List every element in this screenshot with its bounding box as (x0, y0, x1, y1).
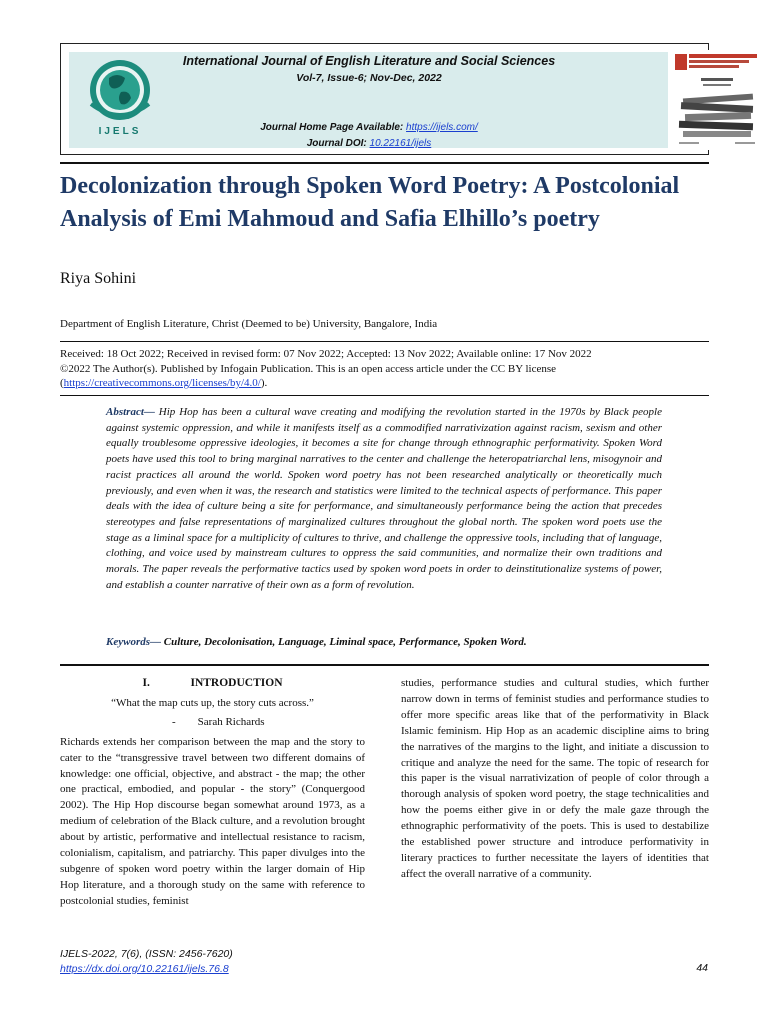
journal-home-line (169, 122, 569, 133)
license-close: ). (260, 377, 268, 389)
intro-paragraph-right: studies, performance studies and cultural studies, which further narrow down in terms of feminist studies and performance studies to offer more specific areas like that of the performativity in Black Islamic feminism. Hip Hop as an academic discipline aims to bring the narratives of the margins to the light, and initiate a discussion to critique and analyze the need for the same. The topic of research for this paper is the visual narrativization of people of color through a thorough analysis of spoken word poetry, the stage technicalities and how the poems either give in or defy the male gaze through the ethnographic performativity of the poets. This is used to destabilize the established power structure and introduce performativity in literary practices to further necessitate the layers of identities that affect the overall narrative of a community. (401, 677, 709, 880)
license-open: ( (60, 377, 64, 389)
intro-paragraph-left: Richards extends her comparison between the map and the story to cater to the “transgressive travel between two different domains of knowledge: one official, objective, and abstract - the map; the other one practical, embodied, and popular - the story” (Conquergood 2002). The Hip Hop discourse began somewhat around 1973, as a medium of celebration of the Black culture, and a revolution brought about by artistic, performative and intellectual resistance to racism, colonialism, capitalism, and patriarchy. This paper divulges into the subgenre of spoken word poetry within the larger domain of Hip Hop literature, and a thorough study on the same with reference to postcolonial studies, feminist (60, 735, 365, 907)
page-number: 44 (696, 962, 708, 974)
article-dates (60, 347, 710, 391)
abstract (106, 405, 662, 593)
left-column (60, 676, 365, 910)
right-column (401, 676, 709, 883)
keywords-label: Keywords— (106, 636, 161, 648)
journal-doi-line (169, 138, 569, 149)
home-label: Journal Home Page Available: (260, 122, 407, 133)
journal-header-banner (69, 52, 668, 148)
license-link-line (60, 376, 710, 391)
section-title: INTRODUCTION (190, 677, 283, 689)
section-heading (60, 676, 365, 692)
abstract-top-divider (60, 395, 709, 396)
abstract-bottom-divider (60, 664, 709, 666)
header-divider (60, 162, 709, 164)
journal-cover-image (673, 50, 761, 150)
article-author: Riya Sohini (60, 270, 137, 287)
article-title: Decolonization through Spoken Word Poetry: A Postcolonial Analysis of Emi Mahmoud and Safia Elhillo’s poetry (60, 173, 680, 232)
journal-header (60, 43, 709, 155)
footer-doi-link[interactable]: https://dx.doi.org/10.22161/ijels.76.8 (60, 963, 229, 975)
home-link[interactable]: https://ijels.com/ (406, 122, 478, 133)
section-number: I. (142, 677, 150, 689)
footer-citation (60, 947, 233, 977)
doi-label: Journal DOI: (306, 138, 370, 149)
journal-volume: Vol-7, Issue-6; Nov-Dec, 2022 (296, 72, 442, 84)
author-affiliation: Department of English Literature, Christ (Deemed to be) University, Bangalore, India (60, 318, 438, 330)
keywords-text: Culture, Decolonisation, Language, Liminal space, Performance, Spoken Word. (161, 636, 527, 648)
epigraph-quote: “What the map cuts up, the story cuts across.” (111, 696, 314, 709)
globe-logo-icon (81, 56, 159, 142)
epigraph-author: - Sarah Richards (172, 715, 265, 728)
keywords (106, 636, 662, 648)
license-link[interactable]: https://creativecommons.org/licenses/by/4.0/ (63, 377, 261, 389)
license-line: ©2022 The Author(s). Published by Infogain Publication. This is an open access article under the CC BY license (60, 362, 557, 375)
dates-divider (60, 341, 709, 342)
journal-title: International Journal of English Literature and Social Sciences (182, 54, 556, 68)
abstract-text: Hip Hop has been a cultural wave creating and modifying the revolution started in the 1970s by Black people against systemic oppression, and while it manifests itself as a commodified narrativization against racism, sexism and other equally troublesome oppressive ideologies, it becomes a site for change through ethnographic performativity. Spoken Word poets have used this tool to bring marginal narratives to the center and challenge the heteropatriarchal lens, misogynoir and racist practices all around the world. Spoken word poetry has not been researched analytically or theoretically much previously, and even when it was, the research and statistics were limited to the technical aspects of performance. This paper deals with the idea of culture being a site for performance, and simultaneously performance being the action that precedes stereotypes and false representations of marginalized cultures throughout the global north. The spoken word poets use the stage as a liminal space for a multiplicity of cultures to thrive, and challenge the oppressive tools, including that of language, clothing, and voice used by mainstream cultures to oppress the said communities, and normalize their own traditions and morals. The paper reveals the performative tactics used by spoken word poets in order to deinstitutionalize systems of power, and establish a counter narrative of their own as a form of revolution. (106, 406, 662, 591)
footer-issn: IJELS-2022, 7(6), (ISSN: 2456-7620) (60, 948, 233, 960)
doi-link[interactable]: 10.22161/ijels (369, 138, 432, 149)
abstract-label: Abstract— (106, 406, 155, 418)
logo-text: IJELS (98, 126, 142, 137)
dates-line: Received: 18 Oct 2022; Received in revised form: 07 Nov 2022; Accepted: 13 Nov 2022; Available online: 17 Nov 2022 (60, 348, 592, 360)
